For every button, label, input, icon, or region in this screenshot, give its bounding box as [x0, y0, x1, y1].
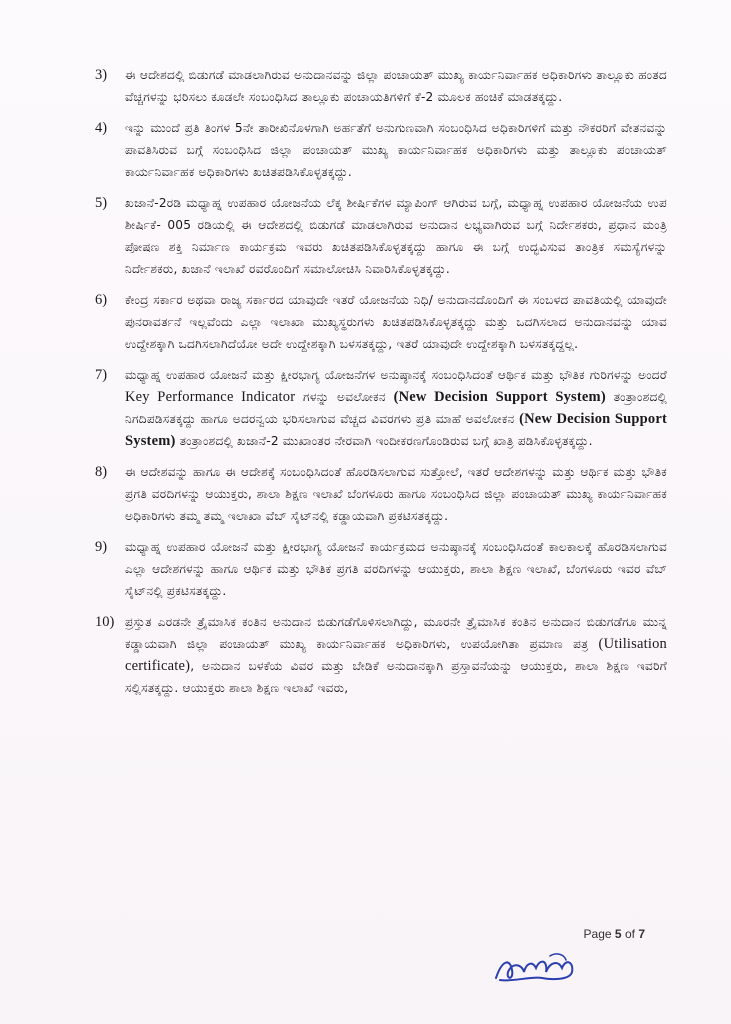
page-word: Page [583, 927, 612, 941]
of-word: of [624, 927, 635, 941]
list-item [95, 364, 667, 452]
current-page: 5 [614, 927, 622, 941]
kpi-term: Key Performance Indicator [125, 389, 296, 405]
item-number: 6) [95, 292, 108, 308]
item-number: 3) [95, 67, 108, 83]
system-name-bold: (New Decision Support System) [393, 389, 606, 405]
item-number: 8) [95, 464, 108, 480]
list-item [95, 192, 667, 280]
page-number [584, 927, 645, 941]
item-text: ಈ ಆದೇಶದಲ್ಲಿ ಬಿಡುಗಡೆ ಮಾಡಲಾಗಿರುವ ಅನುದಾನವನ್ನು ಜಿಲ್ಲಾ ಪಂಚಾಯತ್ ಮುಖ್ಯ ಕಾರ್ಯನಿರ್ವಾಹಕ ಅಧಿಕಾರಿಗಳು ತಾಲ್ಲೂಕು ಹಂತದ ವೆಚ್ಚಗಳನ್ನು ಭರಿಸಲು ಕೂಡಲೇ ಸಂಬಂಧಿಸಿದ ತಾಲ್ಲೂಕು ಪಂಚಾಯತಿಗಳಿಗೆ ಕೆ-2 ಮೂಲಕ ಹಂಚಿಕೆ ಮಾಡತಕ್ಕದ್ದು. [125, 68, 667, 104]
item-text: ಖಜಾನೆ-2ರಡಿ ಮಧ್ಯಾಹ್ನ ಉಪಹಾರ ಯೋಜನೆಯ ಲೆಕ್ಕ ಶೀರ್ಷಿಕೆಗಳ ಮ್ಯಾಪಿಂಗ್ ಆಗಿರುವ ಬಗ್ಗೆ, ಮಧ್ಯಾಹ್ನ ಉಪಹಾರ ಯೋಜನೆಯ ಉಪ ಶೀರ್ಷಿಕೆ- 005 ರಡಿಯಲ್ಲಿ ಈ ಆದೇಶದಲ್ಲಿ ಬಿಡುಗಡೆ ಮಾಡಲಾಗಿರುವ ಅನುದಾನ ಲಭ್ಯವಾಗಿರುವ ಬಗ್ಗೆ ನಿರ್ದೇಶಕರು, ಪ್ರಧಾನ ಮಂತ್ರಿ ಪೋಷಣ ಶಕ್ತಿ ನಿರ್ಮಾಣ ಕಾರ್ಯಕ್ರಮ ಇವರು ಖಚಿತಪಡಿಸಿಕೊಳ್ಳತಕ್ಕದ್ದು ಹಾಗೂ ಈ ಬಗ್ಗೆ ಉದ್ಭವಿಸುವ ತಾಂತ್ರಿಕ ಸಮಸ್ಯೆಗಳನ್ನು ನಿರ್ದೇಶಕರು, ಖಜಾನೆ ಇಲಾಖೆ ರವರೊಂದಿಗೆ ಸಮಾಲೋಚಿಸಿ ನಿವಾರಿಸಿಕೊಳ್ಳತಕ್ಕದ್ದು. [125, 196, 667, 276]
list-item [95, 536, 667, 602]
text-run: ಪ್ರಸ್ತುತ ಎರಡನೇ ತ್ರೈಮಾಸಿಕ ಕಂತಿನ ಅನುದಾನ ಬಿಡುಗಡೆಗೊಳಿಸಲಾಗಿದ್ದು, ಮೂರನೇ ತ್ರೈಮಾಸಿಕ ಕಂತಿನ ಅನುದಾನ ಬಿಡುಗಡೆಗೂ ಮುನ್ನ ಕಡ್ಡಾಯವಾಗಿ ಜಿಲ್ಲಾ ಪಂಚಾಯತ್ ಮುಖ್ಯ ಕಾರ್ಯನಿರ್ವಾಹಕ ಅಧಿಕಾರಿಗಳು, ಉಪಯೋಗಿತಾ ಪ್ರಮಾಣ ಪತ್ರ [125, 615, 667, 651]
item-text: ಕೇಂದ್ರ ಸರ್ಕಾರ ಅಥವಾ ರಾಜ್ಯ ಸರ್ಕಾರದ ಯಾವುದೇ ಇತರೆ ಯೋಜನೆಯ ನಿಧಿ/ ಅನುದಾನದೊಂದಿಗೆ ಈ ಸಂಬಳದ ಪಾವತಿಯಲ್ಲಿ ಯಾವುದೇ ಪುನರಾವರ್ತನೆ ಇಲ್ಲವೆಂದು ಎಲ್ಲಾ ಇಲಾಖಾ ಮುಖ್ಯಸ್ಥರುಗಳು ಖಚಿತಪಡಿಸಿಕೊಳ್ಳತಕ್ಕದ್ದು ಮತ್ತು ಒದಗಿಸಲಾದ ಅನುದಾನವನ್ನು ಯಾವ ಉದ್ದೇಶಕ್ಕಾಗಿ ಒದಗಿಸಲಾಗಿದೆಯೋ ಅದೇ ಉದ್ದೇಶಕ್ಕಾಗಿ ಬಳಸತಕ್ಕದ್ದು, ಇತರೆ ಯಾವುದೇ ಉದ್ದೇಶಕ್ಕಾಗಿ ಬಳಸತಕ್ಕದ್ದಲ್ಲ. [125, 293, 667, 351]
text-run: ತಂತ್ರಾಂಶದಲ್ಲಿ ಖಜಾನೆ-2 ಮುಖಾಂತರ ನೇರವಾಗಿ ಇಂದೀಕರಣಗೊಂಡಿರುವ ಬಗ್ಗೆ ಖಾತ್ರಿ ಪಡಿಸಿಕೊಳ್ಳತಕ್ಕದ್ದು. [175, 434, 593, 448]
total-pages: 7 [638, 927, 645, 941]
text-run: ತಂತ್ರಾಂಶದಲ್ಲಿ ನಿಗದಿಪಡಿಸತಕ್ಕದ್ದು ಹಾಗೂ ಅದರನ್ವಯ ಭರಿಸಲಾಗುವ ವೆಚ್ಚದ ವಿವರಗಳು ಪ್ರತಿ ಮಾಹೆ ಅವಲೋಕನ [125, 390, 667, 426]
item-text: ಇನ್ನು ಮುಂದೆ ಪ್ರತಿ ತಿಂಗಳ 5ನೇ ತಾರೀಖಿನೊಳಗಾಗಿ ಅರ್ಹತೆಗೆ ಅನುಗುಣವಾಗಿ ಸಂಬಂಧಿಸಿದ ಅಧಿಕಾರಿಗಳಿಗೆ ಮತ್ತು ನೌಕರರಿಗೆ ವೇತನವನ್ನು ಪಾವತಿಸಿರುವ ಬಗ್ಗೆ ಸಂಬಂಧಿಸಿದ ಜಿಲ್ಲಾ ಪಂಚಾಯತ್ ಮುಖ್ಯ ಕಾರ್ಯನಿರ್ವಾಹಕ ಅಧಿಕಾರಿಗಳು ಮತ್ತು ತಾಲ್ಲೂಕು ಪಂಚಾಯತ್ ಕಾರ್ಯನಿರ್ವಾಹಕ ಅಧಿಕಾರಿಗಳು ಖಚಿತಪಡಿಸಿಕೊಳ್ಳತಕ್ಕದ್ದು. [125, 121, 667, 179]
item-text [125, 611, 667, 699]
item-number: 7) [95, 367, 108, 383]
item-text: ಈ ಆದೇಶವನ್ನು ಹಾಗೂ ಈ ಆದೇಶಕ್ಕೆ ಸಂಬಂಧಿಸಿದಂತೆ ಹೊರಡಿಸಲಾಗುವ ಸುತ್ತೋಲೆ, ಇತರೆ ಆದೇಶಗಳನ್ನು ಮತ್ತು ಆರ್ಥಿಕ ಮತ್ತು ಭೌತಿಕ ಪ್ರಗತಿ ವರದಿಗಳನ್ನು ಆಯುಕ್ತರು, ಶಾಲಾ ಶಿಕ್ಷಣ ಇಲಾಖೆ ಬೆಂಗಳೂರು ಹಾಗೂ ಸಂಬಂಧಿಸಿದ ಜಿಲ್ಲಾ ಪಂಚಾಯತ್ ಮುಖ್ಯ ಕಾರ್ಯನಿರ್ವಾಹಕ ಅಧಿಕಾರಿಗಳು ತಮ್ಮ ತಮ್ಮ ಇಲಾಖಾ ವೆಬ್ ಸೈಟ್‌ನಲ್ಲಿ ಕಡ್ಡಾಯವಾಗಿ ಪ್ರಕಟಿಸತಕ್ಕದ್ದು. [125, 465, 667, 523]
item-text [125, 364, 667, 452]
text-run: ಮಧ್ಯಾಹ್ನ ಉಪಹಾರ ಯೋಜನೆ ಮತ್ತು ಕ್ಷೀರಭಾಗ್ಯ ಯೋಜನೆಗಳ ಅನುಷ್ಠಾನಕ್ಕೆ ಸಂಬಂಧಿಸಿದಂತೆ ಆರ್ಥಿಕ ಮತ್ತು ಭೌತಿಕ ಗುರಿಗಳನ್ನು ಅಂದರೆ [125, 368, 667, 382]
signature-icon [492, 950, 582, 986]
utilisation-term: (Utilisation certificate) [125, 636, 667, 674]
item-number: 9) [95, 539, 108, 555]
item-number: 5) [95, 195, 108, 211]
item-number: 10) [95, 614, 115, 630]
list-item [95, 64, 667, 108]
list-item [95, 289, 667, 355]
text-run: ಗಳನ್ನು ಅವಲೋಕನ [295, 390, 394, 404]
text-run: , ಅನುದಾನ ಬಳಕೆಯ ವಿವರ ಮತ್ತು ಬೇಡಿಕೆ ಅನುದಾನಕ್ಕಾಗಿ ಪ್ರಸ್ತಾವನೆಯನ್ನು ಆಯುಕ್ತರು, ಶಾಲಾ ಶಿಕ್ಷಣ ಇವರಿಗೆ ಸಲ್ಲಿಸತಕ್ಕದ್ದು. ಆಯುಕ್ತರು ಶಾಲಾ ಶಿಕ್ಷಣ ಇಲಾಖೆ ಇವರು, [125, 659, 667, 695]
list-item [95, 117, 667, 183]
list-item [95, 611, 667, 699]
system-name-bold: (New Decision Support System) [125, 411, 667, 449]
item-number: 4) [95, 120, 108, 136]
list-item [95, 461, 667, 527]
document-body [95, 64, 667, 708]
item-text: ಮಧ್ಯಾಹ್ನ ಉಪಹಾರ ಯೋಜನೆ ಮತ್ತು ಕ್ಷೀರಭಾಗ್ಯ ಯೋಜನೆ ಕಾರ್ಯಕ್ರಮದ ಅನುಷ್ಠಾನಕ್ಕೆ ಸಂಬಂಧಿಸಿದಂತೆ ಕಾಲಕಾಲಕ್ಕೆ ಹೊರಡಿಸಲಾಗುವ ಎಲ್ಲಾ ಆದೇಶಗಳನ್ನು ಹಾಗೂ ಆರ್ಥಿಕ ಮತ್ತು ಭೌತಿಕ ಪ್ರಗತಿ ವರದಿಗಳನ್ನು ಆಯುಕ್ತರು, ಶಾಲಾ ಶಿಕ್ಷಣ ಇಲಾಖೆ, ಬೆಂಗಳೂರು ಇವರ ವೆಬ್ ಸೈಟ್‌ನಲ್ಲಿ ಪ್ರಕಟಿಸತಕ್ಕದ್ದು. [125, 540, 667, 598]
